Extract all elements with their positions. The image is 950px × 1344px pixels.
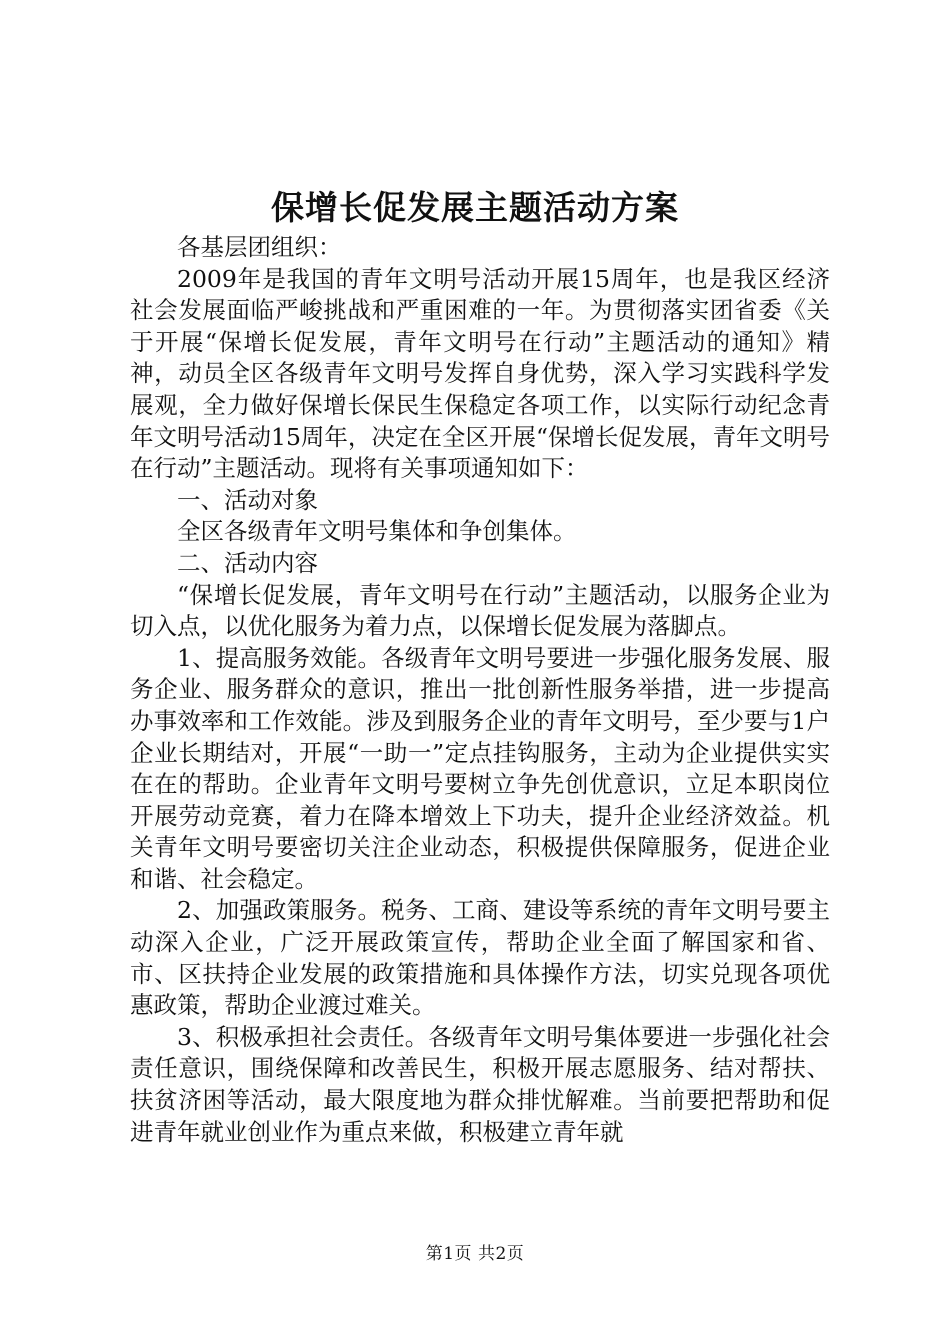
section-heading-activity-target: 一、活动对象	[177, 485, 318, 514]
document-body	[130, 232, 830, 1148]
document-title: 保增长促发展主题活动方案	[271, 188, 679, 227]
activity-content-paragraph: “保增长促发展，青年文明号在行动”主题活动，以服务企业为切入点，以优化服务为着力点，以保增长促发展为落脚点。	[130, 580, 830, 641]
activity-target-paragraph: 全区各级青年文明号集体和争创集体。	[177, 517, 577, 546]
item-2-paragraph: 2、加强政策服务。税务、工商、建设等系统的青年文明号要主动深入企业，广泛开展政策宣传，帮助企业全面了解国家和省、市、区扶持企业发展的政策措施和具体操作方法，切实兑现各项优惠政策，帮助企业渡过难关。	[130, 896, 830, 1020]
salutation: 各基层团组织：	[177, 233, 342, 261]
page-footer: 第1页 共2页	[425, 1244, 525, 1264]
item-3-paragraph: 3、积极承担社会责任。各级青年文明号集体要进一步强化社会责任意识，围绕保障和改善民生，积极开展志愿服务、结对帮扶、扶贫济困等活动，最大限度地为群众排忧解难。当前要把帮助和促进青年就业创业作为重点来做，积极建立青年就	[130, 1022, 830, 1146]
section-heading-activity-content: 二、活动内容	[177, 548, 318, 577]
intro-paragraph: 2009年是我国的青年文明号活动开展15周年，也是我区经济社会发展面临严峻挑战和严重困难的一年。为贯彻落实团省委《关于开展“保增长促发展，青年文明号在行动”主题活动的通知》精神，动员全区各级青年文明号发挥自身优势，深入学习实践科学发展观，全力做好保增长保民生保稳定各项工作，以实际行动纪念青年文明号活动15周年，决定在全区开展“保增长促发展，青年文明号在行动”主题活动。现将有关事项通知如下：	[130, 264, 830, 483]
item-1-paragraph: 1、提高服务效能。各级青年文明号要进一步强化服务发展、服务企业、服务群众的意识，推出一批创新性服务举措，进一步提高办事效率和工作效能。涉及到服务企业的青年文明号，至少要与1户企业长期结对，开展“一助一”定点挂钩服务，主动为企业提供实实在在的帮助。企业青年文明号要树立争先创优意识，立足本职岗位开展劳动竞赛，着力在降本增效上下功夫，提升企业经济效益。机关青年文明号要密切关注企业动态，积极提供保障服务，促进企业和谐、社会稳定。	[130, 643, 830, 893]
